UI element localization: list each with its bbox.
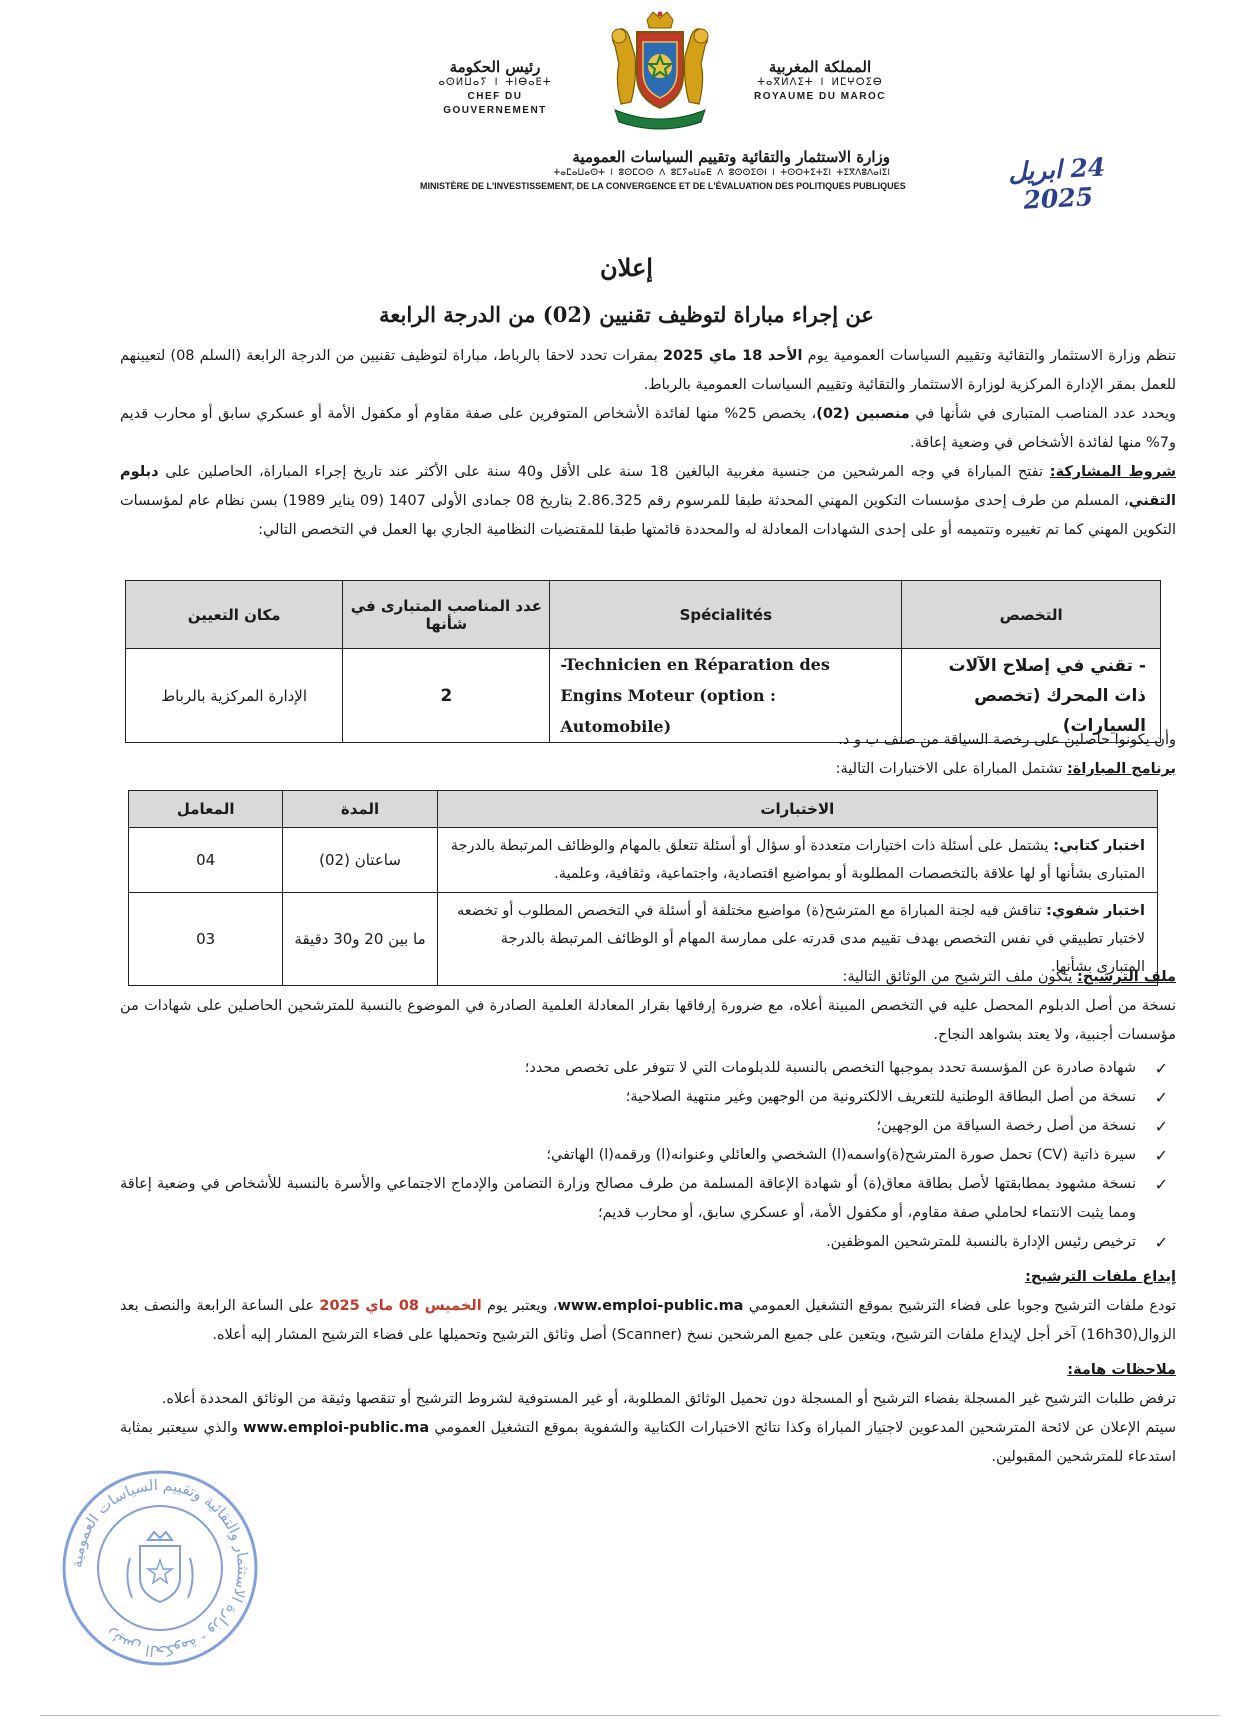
deposit-heading [120,1263,1176,1292]
notes-text: سيتم الإعلان عن لائحة المترشحين المدعوين لاجتياز المباراة وكذا نتائج الاختبارات الكتابية والشفوية بموقع التشغيل العمومي [429,1420,1176,1436]
check-icon: ✓ [1154,1088,1168,1107]
file-paragraph [120,963,1176,992]
intro-text: تنظم وزارة الاستثمار والتقائية وتقييم السياسات العمومية يوم [802,348,1176,364]
intro-text: بمقرات تحدد لاحقا بالرباط، مباراة لتوظيف تقنيين من الدرجة الرابعة (السلم 08) لتعيينهم للعمل بمقر الإدارة المركزية لوزارة الاستثمار والتقائية وتقييم السياسات العمومية بالرباط. [120,348,1176,393]
handwritten-date: 24 ابريل 2025 [1007,152,1106,215]
header-coefficient: المعامل [129,791,283,828]
announcement-subtitle: عن إجراء مباراة لتوظيف تقنيين (02) من الدرجة الرابعة [379,302,874,327]
page-bottom-divider [40,1715,1220,1716]
exam-date: الأحد 18 ماي 2025 [662,348,803,364]
kingdom-name-ar: المملكة المغربية [768,58,872,76]
intro-paragraph-2 [120,400,1176,458]
posts-number: 2 [343,649,550,743]
intro-text: ويحدد عدد المناصب المتبارى في شأنها في [909,406,1176,422]
posts-count: منصبين (02) [816,406,910,422]
list-item-text: نسخة من أصل البطاقة الوطنية للتعريف الالكترونية من الوجهين وغير منتهية الصلاحية؛ [625,1089,1136,1105]
deposit-label: إيداع ملفات الترشيح: [1025,1269,1176,1285]
header-location: مكان التعيين [126,581,343,649]
diploma-requirement: نسخة من أصل الدبلوم المحصل عليه في التخصص المبينة أعلاه، مع ضرورة إرفاقها بقرار المعادلة العلمية الصادرة في الموضوع بالنسبة للمترشحين الحاصلين على شهادات من مؤسسات أجنبية، ولا يعتد بشواهد النجاح. [120,998,1176,1043]
program-paragraph [120,755,1176,784]
list-item [120,1054,1176,1083]
header-exams: الاختبارات [437,791,1157,828]
written-exam-duration: ساعتان (02) [283,828,437,893]
list-item [120,1228,1176,1257]
oral-exam-coefficient: 03 [129,893,283,986]
header-specialty-fr: Spécialités [550,581,902,649]
conditions-label: شروط المشاركة: [1049,464,1176,480]
announcement-title: إعلان [600,253,653,282]
table-row [129,828,1158,893]
government-name-fr: CHEF DU GOUVERNEMENT [443,91,547,116]
list-item-text: سيرة ذاتية (CV) تحمل صورة المترشح(ة)واسمه(ا) الشخصي والعائلي وعنوانه(ا) ورقمه(ا) الهاتفي؛ [546,1147,1136,1163]
check-icon: ✓ [1154,1059,1168,1078]
list-item [120,1170,1176,1228]
diploma-name: دبلوم التقني [120,464,1176,509]
notes-paragraph-1: ترفض طلبات الترشيح غير المسجلة بفضاء الترشيح أو المسجلة دون تحميل الوثائق المطلوبة، أو غير المستوفية لشروط الترشيح أو تنقصها وثيقة من الوثائق المحددة أعلاه. [161,1391,1176,1407]
list-item-text: شهادة صادرة عن المؤسسة تحدد بموجبها التخصص بالنسبة للدبلومات التي لا تتوفر على تخصص محدد؛ [524,1060,1136,1076]
assignment-location: الإدارة المركزية بالرباط [126,649,343,743]
kingdom-name-fr: ROYAUME DU MAROC [754,91,886,102]
deadline-date: الخميس 08 ماي 2025 [319,1298,482,1314]
oral-exam-duration: ما بين 20 و30 دقيقة [283,893,437,986]
table-header-row [126,581,1161,649]
intro-section [120,342,1176,545]
conditions-text: ، المسلم من طرف إحدى مؤسسات التكوين المهني المحدثة طبقا للمرسوم رقم 2.86.325 بتاريخ 08 جمادى الأولى 1407 (09 يناير 1989) بسن نظام عام لمؤسسات التكوين المهني كما تم تغييره وتتميمه أو على إحدى الشهادات المعادلة له والمحددة قائمتها طبقا للمقتضيات النظامية الجاري بها العمل في التخصص التالي: [120,493,1176,538]
list-item-text: نسخة من أصل رخصة السياقة من الوجهين؛ [876,1118,1136,1134]
program-label: برنامج المباراة: [1066,761,1176,777]
deposit-text: تودع ملفات الترشيح وجوبا على فضاء الترشيح بموقع التشغيل العمومي [743,1298,1177,1314]
notes-text: والذي سيعتبر بمثابة استدعاء للمترشحين المقبولين. [120,1420,1176,1465]
ministry-name-ar: وزارة الاستثمار والتقائية وتقييم السياسات العمومية [572,148,890,166]
check-icon: ✓ [1154,1146,1168,1165]
list-item [120,1083,1176,1112]
government-name-tifinagh: ⴰⵙⵍⵡⴰⵢ ⵏ ⵜⵏⴱⴰⴹⵜ [438,77,552,88]
file-label: ملف الترشيح: [1077,969,1176,985]
deposit-paragraph [120,1292,1176,1350]
intro-paragraph-1 [120,342,1176,400]
ministry-name-tifinagh: ⵜⴰⵎⴰⵡⴰⵙⵜ ⵏ ⵓⵙⵎⵔⵙ ⴷ ⵓⵎⵢⴰⵡⴰⴹ ⴷ ⵓⵙⵙⵉⵙⵏ ⵏ ⵜⵙⵔⵜⵉⵜⵉⵏ ⵜⵉⴳⴷⵓⴷⴰⵏⵉⵏ [553,168,890,178]
website-link[interactable]: www.emploi-public.ma [243,1420,430,1436]
intro-text: ، يخصص 25% منها لفائدة الأشخاص المتوفرين على صفة مقاوم أو مكفول الأمة أو عسكري سابق أو محارب قديم و7% منها لفائدة الأشخاص في وضعية إعاقة. [120,406,1176,451]
ministry-seal-icon [60,1468,260,1668]
oral-exam-name: اختبار شفوي: [1046,903,1145,919]
header-duration: المدة [283,791,437,828]
list-item-text: ترخيص رئيس الإدارة بالنسبة للمترشحين الموظفين. [826,1234,1136,1250]
file-text: يتكون ملف الترشيح من الوثائق التالية: [842,969,1077,985]
license-note: وأن يكونوا حاصلين على رخصة السياقة من صنف ب و د. [838,732,1176,748]
specialty-table [125,580,1161,743]
government-name-ar: رئيس الحكومة [449,58,541,76]
government-header [420,58,570,118]
license-section [120,726,1176,784]
documents-checklist [120,1054,1176,1257]
ministry-header [420,148,906,192]
seal-text: رئيس الحكومة - وزارة الاستثمار والتقائية وتقييم السياسات العمومية [67,1475,253,1661]
check-icon: ✓ [1154,1117,1168,1136]
list-item-text: نسخة مشهود بمطابقتها لأصل بطاقة معاق(ة) أو شهادة الإعاقة المسلمة من طرف مصالح وزارة التضامن والإدماج الاجتماعي والأسرة بالنسبة للأشخاص في وضعية إعاقة ومما يثبت الانتماء لحاملي صفة مقاوم، أو مكفول الأمة، أو عسكري سابق، أو محارب قديم؛ [120,1176,1136,1221]
deposit-text: ، ويعتبر يوم [481,1298,558,1314]
check-icon: ✓ [1154,1233,1168,1252]
exam-table [128,790,1158,986]
website-link[interactable]: www.emploi-public.ma [557,1298,744,1314]
notes-paragraph-2 [120,1414,1176,1472]
conditions-text: تفتح المباراة في وجه المرشحين من جنسية مغربية البالغين 18 سنة على الأقل و40 سنة على الأكثر عند تاريخ إجراء المباراة، الحاصلين على [158,464,1050,480]
deposit-text: على الساعة الرابعة والنصف بعد الزوال(16h30) آخر أجل لإيداع ملفات الترشيح، ويتعين على جميع المرشحين نسخ (Scanner) أصل وثائق الترشيح وتحميلها على فضاء الترشيح المشار إليه أعلاه. [120,1298,1176,1343]
specialty-fr: -Technicien en Réparation des Engins Moteur (option : Automobile) [550,649,902,743]
specialty-ar: - تقني في إصلاح الآلات ذات المحرك (تخصص السيارات) [902,649,1161,743]
written-exam-description [437,828,1157,893]
file-section [120,963,1176,1472]
notes-label: ملاحظات هامة: [1067,1362,1176,1378]
oral-exam-text: تناقش فيه لجنة المباراة مع المترشح(ة) مواضيع مختلفة أو أسئلة في التخصص المطلوب أو تخضعه لاختبار تطبيقي في نفس التخصص بهدف تقييم مدى قدرته على ممارسة المهام أو الوظائف المرتبطة بالدرجة المتبارى بشأنها. [457,903,1145,975]
conditions-paragraph [120,458,1176,545]
royal-emblem-icon [595,6,725,134]
written-exam-coefficient: 04 [129,828,283,893]
header-posts: عدد المناصب المتبارى في شأنها [343,581,550,649]
table-header-row [129,791,1158,828]
check-icon: ✓ [1154,1175,1168,1194]
kingdom-header [745,58,895,104]
list-item [120,1112,1176,1141]
program-text: تشتمل المباراة على الاختبارات التالية: [835,761,1067,777]
ministry-name-fr: MINISTÈRE DE L'INVESTISSEMENT, DE LA CONVERGENCE ET DE L'ÉVALUATION DES POLITIQUES PUBLIQUES [420,181,906,191]
kingdom-name-tifinagh: ⵜⴰⴳⵍⴷⵉⵜ ⵏ ⵍⵎⵖⵔⵉⴱ [757,77,883,88]
list-item [120,1141,1176,1170]
written-exam-text: يشتمل على أسئلة ذات اختيارات متعددة أو سؤال أو أسئلة تتعلق بالمهام والوظائف المرتبطة بالدرجة المتبارى بشأنها أو لها علاقة بالتخصصات المطلوبة أو بمواضيع اقتصادية، واجتماعية، وثقافية، وعلمية. [450,838,1145,882]
written-exam-name: اختبار كتابي: [1053,838,1145,854]
notes-heading [120,1356,1176,1385]
header-specialty-ar: التخصص [902,581,1161,649]
